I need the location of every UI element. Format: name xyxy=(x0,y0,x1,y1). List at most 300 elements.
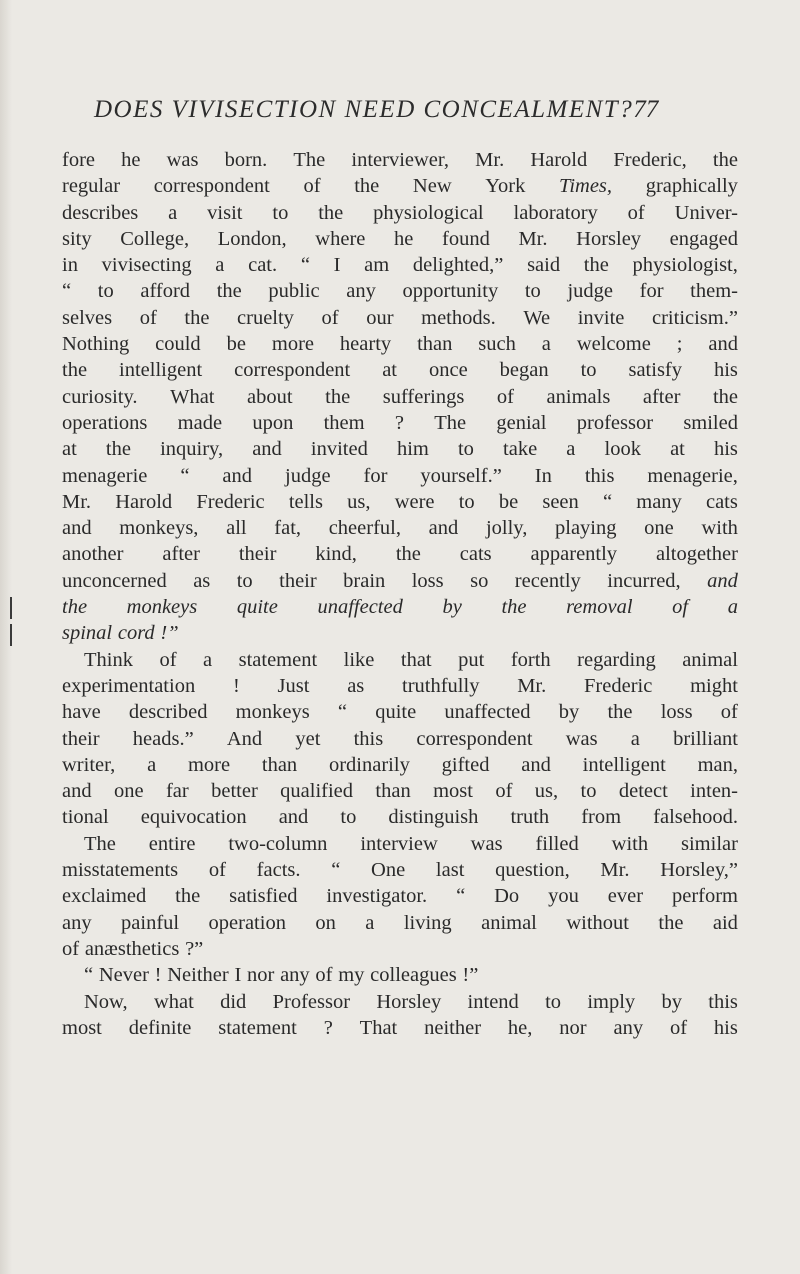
word: statement xyxy=(238,648,318,671)
word: gifted xyxy=(441,753,490,776)
word: his xyxy=(713,359,738,382)
word: menagerie, xyxy=(647,464,738,487)
word: “ xyxy=(84,964,94,987)
word: yourself.” xyxy=(420,464,502,487)
word: Horsley,” xyxy=(660,859,738,882)
word: any xyxy=(280,964,310,987)
word: tells xyxy=(288,490,323,513)
word: the xyxy=(318,201,344,224)
text-line xyxy=(62,594,738,620)
word: forth xyxy=(510,648,551,671)
word: hearty xyxy=(339,333,392,356)
word: take xyxy=(503,438,538,461)
word: definite xyxy=(128,1016,192,1039)
word: correspondent xyxy=(234,359,351,382)
word: far xyxy=(165,780,189,803)
text-line xyxy=(62,226,738,252)
word: smiled xyxy=(683,411,738,434)
word: incurred, xyxy=(607,569,681,592)
word: loss xyxy=(660,701,693,724)
word: monkeys xyxy=(235,701,310,724)
word: I xyxy=(333,254,341,277)
word: professor xyxy=(576,411,654,434)
word: than xyxy=(417,333,453,356)
word: unaffected xyxy=(444,701,531,724)
word: his xyxy=(713,1016,738,1039)
word: said xyxy=(527,254,561,277)
word: and xyxy=(252,438,282,461)
word: to xyxy=(524,280,541,303)
word: “ xyxy=(62,280,72,303)
word: of xyxy=(62,937,80,960)
word: man, xyxy=(697,753,738,776)
word: Horsley xyxy=(376,990,442,1013)
word: a xyxy=(147,753,157,776)
word: inquiry, xyxy=(160,438,224,461)
word: College, xyxy=(120,227,190,250)
word: the xyxy=(62,359,88,382)
word: was xyxy=(470,832,503,855)
text-line xyxy=(62,673,738,699)
word: the xyxy=(325,385,351,408)
word: “ xyxy=(602,490,613,513)
word: painful xyxy=(121,911,180,934)
word: qualified xyxy=(280,780,354,803)
word: “ xyxy=(300,254,310,277)
word: by xyxy=(661,990,682,1013)
word: brain xyxy=(343,569,386,592)
word: satisfied xyxy=(229,885,298,908)
word: of xyxy=(669,1016,688,1039)
word: the xyxy=(354,175,380,198)
word: kind, xyxy=(315,543,357,566)
word: New xyxy=(412,175,452,198)
text-line xyxy=(62,883,738,909)
word: all xyxy=(226,517,247,540)
word: to xyxy=(580,359,597,382)
word: at xyxy=(62,438,77,461)
word: Mr. xyxy=(475,149,505,171)
word: more xyxy=(271,333,314,356)
word: him xyxy=(396,438,429,461)
word: after xyxy=(642,385,681,408)
body-text xyxy=(62,147,738,1041)
word: writer, xyxy=(62,753,116,776)
word: Frederic xyxy=(584,674,653,697)
word: judge xyxy=(567,280,613,303)
word: them xyxy=(323,411,365,434)
word: cord xyxy=(117,622,155,645)
word: two-column xyxy=(228,832,328,855)
word: a xyxy=(630,727,640,750)
text-line xyxy=(62,699,738,725)
word: the xyxy=(501,596,527,619)
word: question, xyxy=(495,859,570,882)
text-line xyxy=(62,962,738,988)
text-line xyxy=(62,778,738,804)
word: We xyxy=(523,306,551,329)
word: their xyxy=(279,569,317,592)
word: and xyxy=(707,569,738,592)
word: such xyxy=(478,333,516,356)
word: !” xyxy=(462,964,479,987)
word: intend xyxy=(467,990,519,1013)
word: did xyxy=(220,990,247,1013)
word: Frederic xyxy=(196,490,265,513)
word: animal xyxy=(682,648,738,671)
word: engaged xyxy=(669,227,738,250)
word: satisfy xyxy=(628,359,683,382)
word: colleagues xyxy=(370,964,457,987)
word: Do xyxy=(494,885,520,908)
word: altogether xyxy=(655,543,738,566)
word: as xyxy=(347,674,365,697)
word: Univer- xyxy=(674,201,738,224)
word: fat, xyxy=(274,517,302,540)
word: found xyxy=(442,227,490,250)
word: “ xyxy=(331,859,341,882)
word: intelligent xyxy=(582,753,666,776)
word: might xyxy=(690,674,738,697)
word: yet xyxy=(295,727,321,750)
word: ever xyxy=(607,885,644,908)
word: and xyxy=(222,464,253,487)
word: their xyxy=(238,543,277,566)
word: removal xyxy=(566,596,633,619)
word: a xyxy=(727,596,738,619)
word: so xyxy=(470,569,489,592)
text-line xyxy=(62,1015,738,1041)
word: I xyxy=(234,964,242,987)
word: the xyxy=(184,306,210,329)
word: a xyxy=(365,911,375,934)
word: statement xyxy=(218,1016,297,1039)
word: playing xyxy=(555,517,617,540)
margin-rule-mark xyxy=(10,624,12,646)
word: the xyxy=(607,701,633,724)
running-title: DOES VIVISECTION NEED CONCEALMENT? xyxy=(94,96,634,123)
word: of xyxy=(303,175,321,198)
word: apparently xyxy=(530,543,618,566)
word: In xyxy=(534,464,552,487)
word: correspondent xyxy=(416,727,533,750)
word: most xyxy=(433,780,473,803)
word: spinal xyxy=(62,622,113,645)
text-line xyxy=(62,305,738,331)
word: us, xyxy=(534,780,559,803)
word: criticism.” xyxy=(652,306,738,329)
word: ! xyxy=(232,674,240,697)
word: opportunity xyxy=(402,280,499,303)
word: as xyxy=(193,569,211,592)
word: “ xyxy=(180,464,190,487)
word: of xyxy=(159,648,177,671)
word: invite xyxy=(577,306,625,329)
word: physiological xyxy=(373,201,484,224)
word: like xyxy=(343,648,375,671)
word: what xyxy=(153,990,194,1013)
word: by xyxy=(442,596,462,619)
word: upon xyxy=(252,411,294,434)
word: their xyxy=(62,727,100,750)
word: to xyxy=(272,201,289,224)
text-line xyxy=(62,515,738,541)
word: selves xyxy=(62,306,113,329)
word: the xyxy=(395,543,421,566)
word: investigator. xyxy=(326,885,428,908)
word: graphically xyxy=(645,175,738,198)
word: to xyxy=(545,990,562,1013)
word: were xyxy=(394,490,435,513)
word: once xyxy=(428,359,468,382)
word: a xyxy=(541,333,551,356)
text-line xyxy=(62,173,738,199)
word: methods. xyxy=(421,306,496,329)
word: misstatements xyxy=(62,859,179,882)
word: judge xyxy=(285,464,331,487)
word: neither xyxy=(424,1016,482,1039)
word: and xyxy=(62,517,92,540)
word: the xyxy=(712,385,738,408)
text-line xyxy=(62,278,738,304)
word: imply xyxy=(587,990,636,1013)
word: animal xyxy=(481,911,537,934)
word: and xyxy=(62,780,92,803)
word: describes xyxy=(62,201,139,224)
text-line xyxy=(62,831,738,857)
word: afford xyxy=(140,280,191,303)
word: recently xyxy=(514,569,581,592)
word: menagerie xyxy=(62,464,148,487)
word: intelligent xyxy=(119,359,203,382)
word: quite xyxy=(236,596,278,619)
word: vivisecting xyxy=(101,254,192,277)
word: fore xyxy=(62,149,96,171)
word: falsehood. xyxy=(653,806,738,829)
word: be xyxy=(498,490,519,513)
word: than xyxy=(375,780,411,803)
word: he xyxy=(394,227,414,250)
word: look xyxy=(604,438,641,461)
word: this xyxy=(584,464,615,487)
word: cheerful, xyxy=(328,517,401,540)
word: for xyxy=(639,280,664,303)
text-line xyxy=(62,936,738,962)
word: his xyxy=(713,438,738,461)
word: to xyxy=(97,280,114,303)
text-line xyxy=(62,989,738,1015)
word: Mr. xyxy=(600,859,630,882)
word: this xyxy=(708,990,738,1013)
word: of xyxy=(315,964,333,987)
word: after xyxy=(162,543,200,566)
text-line xyxy=(62,489,738,515)
word: he xyxy=(121,149,141,171)
word: What xyxy=(170,385,215,408)
text-line xyxy=(62,384,738,410)
word: brilliant xyxy=(673,727,738,750)
word: at xyxy=(670,438,685,461)
word: the xyxy=(658,911,684,934)
word: laboratory xyxy=(513,201,598,224)
word: Just xyxy=(277,674,310,697)
text-line xyxy=(62,463,738,489)
word: my xyxy=(338,964,365,987)
word: and xyxy=(521,753,551,776)
word: to xyxy=(340,806,357,829)
word: for xyxy=(363,464,388,487)
word: cat. xyxy=(248,254,278,277)
word: on xyxy=(315,911,336,934)
word: Harold xyxy=(115,490,173,513)
word: One xyxy=(371,859,406,882)
word: at xyxy=(382,359,397,382)
word: anæsthetics xyxy=(84,937,180,960)
word: about xyxy=(247,385,293,408)
word: Harold xyxy=(530,149,588,171)
word: with xyxy=(611,832,649,855)
word: of xyxy=(321,306,339,329)
word: in xyxy=(62,254,78,277)
text-line xyxy=(62,200,738,226)
word: born. xyxy=(224,149,268,171)
word: without xyxy=(566,911,629,934)
word: regarding xyxy=(577,648,656,671)
word: quite xyxy=(375,701,417,724)
word: of xyxy=(139,306,157,329)
word: “ xyxy=(337,701,347,724)
text-line xyxy=(62,331,738,357)
word: Nothing xyxy=(62,333,130,356)
text-line xyxy=(62,541,738,567)
page-number: 77 xyxy=(633,96,659,123)
word: of xyxy=(495,780,513,803)
word: The xyxy=(293,149,326,171)
word: ; xyxy=(676,333,683,356)
word: inten- xyxy=(690,780,738,803)
word: Never xyxy=(98,964,149,987)
word: that xyxy=(400,648,432,671)
word: of xyxy=(720,701,738,724)
word: ordinarily xyxy=(328,753,410,776)
word: the xyxy=(216,280,242,303)
word: a xyxy=(203,648,213,671)
word: equivocation xyxy=(140,806,247,829)
word: and xyxy=(428,517,459,540)
word: any xyxy=(613,1016,644,1039)
word: detect xyxy=(618,780,668,803)
word: The xyxy=(84,832,116,855)
margin-rule-mark xyxy=(10,597,12,619)
word: aid xyxy=(712,911,738,934)
word: of xyxy=(208,859,226,882)
word: loss xyxy=(411,569,444,592)
word: any xyxy=(62,911,92,934)
word: truth xyxy=(510,806,550,829)
word: last xyxy=(435,859,465,882)
word: one xyxy=(644,517,674,540)
word: That xyxy=(359,1016,398,1039)
word: of xyxy=(627,201,645,224)
word: sufferings xyxy=(382,385,465,408)
word: cruelty xyxy=(237,306,294,329)
word: described xyxy=(128,701,208,724)
word: monkeys xyxy=(126,596,198,619)
word: The xyxy=(434,411,467,434)
word: to xyxy=(580,780,597,803)
word: distinguish xyxy=(388,806,479,829)
word: operation xyxy=(208,911,286,934)
word: interviewer, xyxy=(351,149,450,171)
word: welcome xyxy=(576,333,651,356)
word: Think xyxy=(84,648,133,671)
word: facts. xyxy=(256,859,301,882)
word: Professor xyxy=(272,990,351,1013)
word: “ xyxy=(456,885,466,908)
text-line xyxy=(62,147,738,173)
word: was xyxy=(166,149,199,171)
word: to xyxy=(236,569,253,592)
word: by xyxy=(558,701,580,724)
word: And xyxy=(226,727,263,750)
word: perform xyxy=(671,885,738,908)
word: York xyxy=(485,175,526,198)
text-line xyxy=(62,252,738,278)
word: Mr. xyxy=(518,227,548,250)
word: the xyxy=(105,438,131,461)
word: with xyxy=(701,517,738,540)
word: unaffected xyxy=(317,596,403,619)
word: be xyxy=(226,333,246,356)
word: to xyxy=(458,490,475,513)
word: most xyxy=(62,1016,102,1039)
word: made xyxy=(177,411,223,434)
word: and xyxy=(278,806,309,829)
text-line xyxy=(62,726,738,752)
word: more xyxy=(187,753,231,776)
word: to xyxy=(457,438,474,461)
word: better xyxy=(211,780,258,803)
word: nor xyxy=(247,964,275,987)
word: tional xyxy=(62,806,109,829)
word: similar xyxy=(681,832,738,855)
word: began xyxy=(499,359,549,382)
word: genial xyxy=(496,411,547,434)
word: Horsley xyxy=(576,227,642,250)
running-head xyxy=(94,96,734,132)
word: where xyxy=(315,227,366,250)
word: delighted,” xyxy=(412,254,504,277)
text-line xyxy=(62,620,738,646)
word: physiologist, xyxy=(632,254,738,277)
word: any xyxy=(346,280,376,303)
text-line xyxy=(62,647,738,673)
word: this xyxy=(353,727,384,750)
word: Now, xyxy=(84,990,128,1013)
word: nor xyxy=(559,1016,587,1039)
word: cats xyxy=(705,490,738,513)
word: monkeys, xyxy=(119,517,199,540)
word: them- xyxy=(690,280,738,303)
word: Mr. xyxy=(62,490,92,513)
word: he, xyxy=(507,1016,533,1039)
word: cats xyxy=(459,543,492,566)
word: curiosity. xyxy=(62,385,138,408)
word: a xyxy=(168,201,178,224)
word: interview xyxy=(360,832,438,855)
word: London, xyxy=(217,227,287,250)
word: the xyxy=(583,254,609,277)
